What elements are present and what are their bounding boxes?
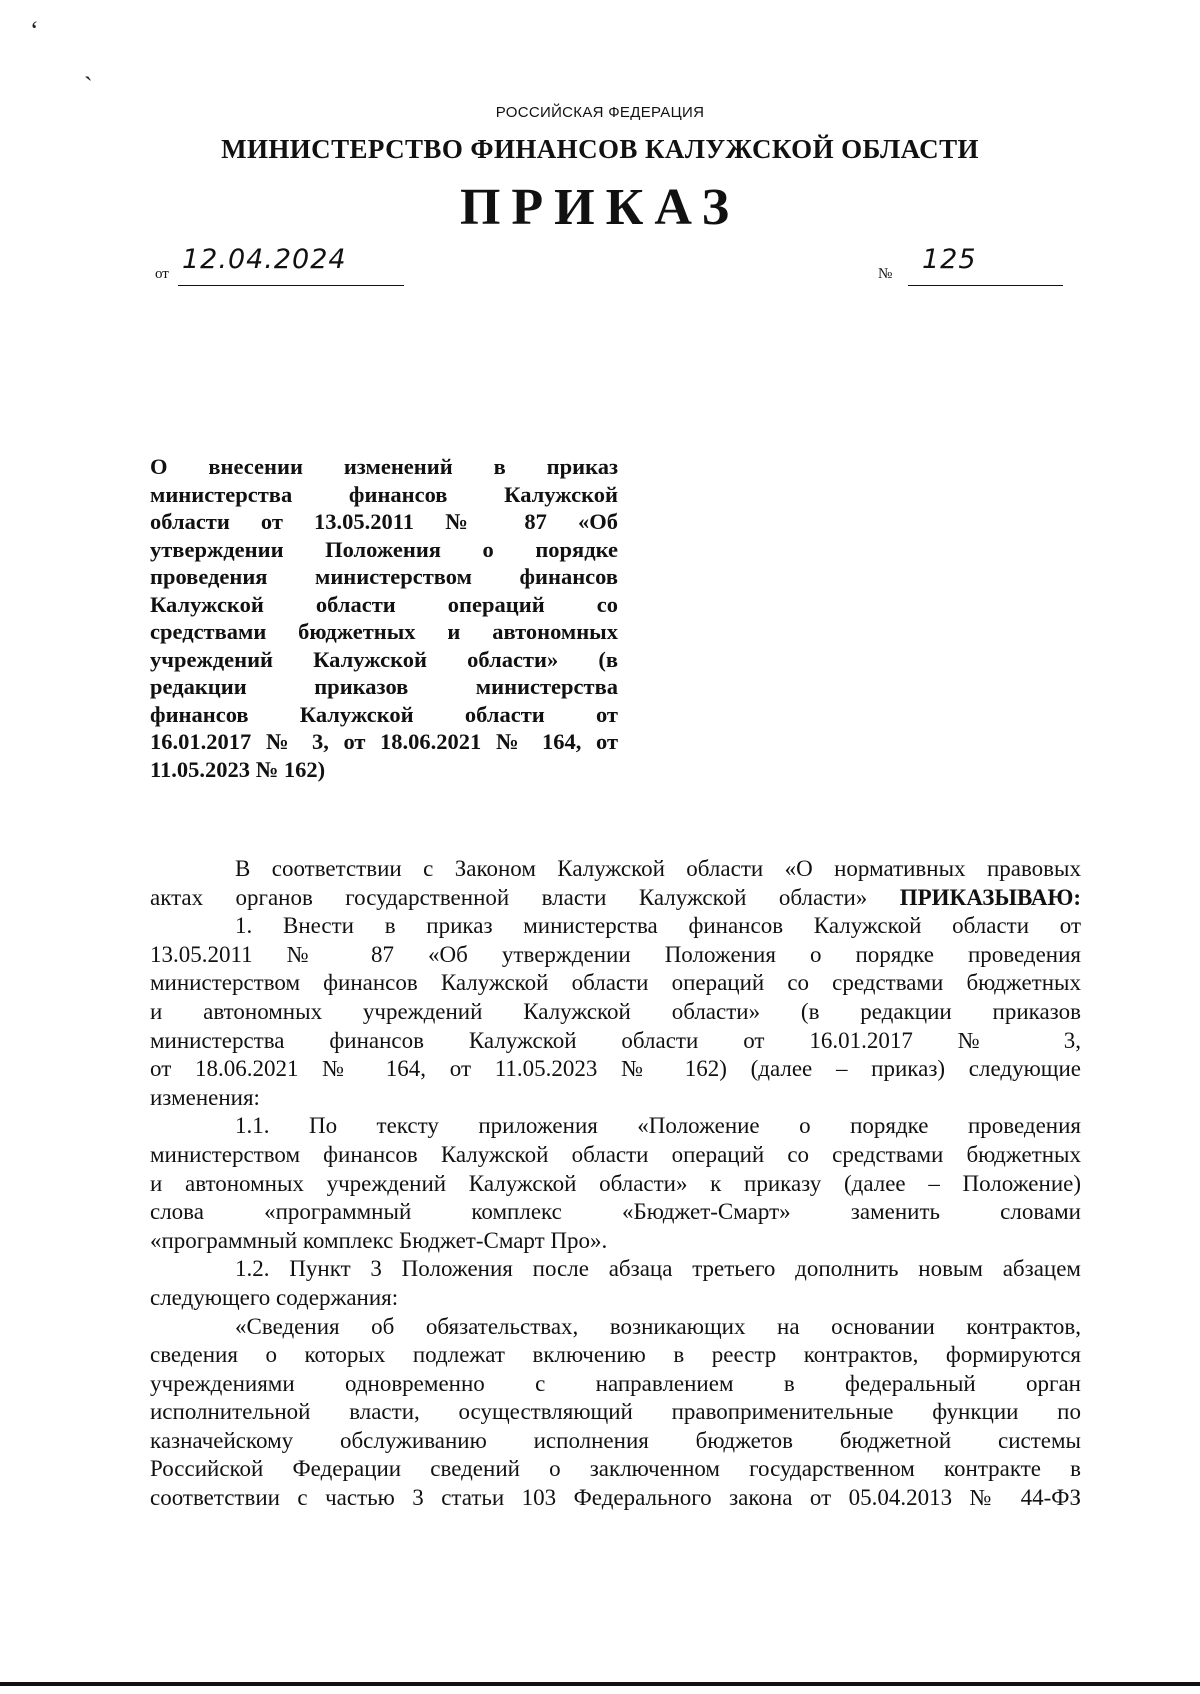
- order-subject: [150, 453, 618, 783]
- body-line: В соответствии с Законом Калужской области «О нормативных правовых: [235, 856, 1081, 881]
- body-line: и автономных учреждений Калужской области» к приказу (далее – Положение): [150, 1170, 1081, 1196]
- subject-line: проведения министерством финансов: [150, 564, 618, 589]
- document-type-title: ПРИКАЗ: [459, 179, 741, 236]
- subject-line: учреждений Калужской области» (в: [150, 646, 618, 672]
- body-line: Российской Федерации сведений о заключенном государственном контракте в: [150, 1456, 1081, 1482]
- body-text: актах органов государственной власти Калужской области»: [150, 884, 868, 910]
- scan-mark: ʻ: [30, 16, 39, 45]
- body-line: «Сведения об обязательствах, возникающих на основании контрактов,: [235, 1313, 1081, 1339]
- body-line: министерством финансов Калужской области операций со средствами бюджетных: [150, 1141, 1081, 1167]
- body-line: министерством финансов Калужской области операций со средствами бюджетных: [150, 970, 1081, 996]
- country-name: РОССИЙСКАЯ ФЕДЕРАЦИЯ: [495, 104, 705, 121]
- body-line: исполнительной власти, осуществляющий правоприменительные функции по: [150, 1399, 1081, 1425]
- body-line: сведения о которых подлежат включению в реестр контрактов, формируются: [150, 1342, 1081, 1368]
- date-underline: [178, 285, 404, 286]
- body-line: 1. Внести в приказ министерства финансов Калужской области от: [235, 913, 1081, 939]
- subject-line: финансов Калужской области от: [150, 701, 618, 727]
- number-underline: [908, 285, 1063, 286]
- subject-line: О внесении изменений в приказ: [150, 454, 618, 479]
- subject-line: редакции приказов министерства: [150, 674, 618, 699]
- body-line: 13.05.2011 № 87 «Об утверждении Положения о порядке проведения: [150, 941, 1081, 967]
- subject-line: 16.01.2017 № 3, от 18.06.2021 № 164, от: [150, 729, 618, 754]
- scan-mark: ˏ: [84, 52, 93, 81]
- subject-line: Калужской области операций со: [150, 591, 618, 617]
- order-number: 125: [922, 244, 977, 275]
- body-line: от 18.06.2021 № 164, от 11.05.2023 № 162) (далее – приказ) следующие: [150, 1056, 1081, 1082]
- order-date: 12.04.2024: [182, 244, 347, 275]
- body-line: «программный комплекс Бюджет-Смарт Про».: [150, 1227, 608, 1253]
- body-line: [150, 884, 1081, 913]
- order-directive: ПРИКАЗЫВАЮ:: [899, 884, 1082, 910]
- body-line: слова «программный комплекс «Бюджет-Смарт» заменить словами: [150, 1199, 1081, 1225]
- date-label: от: [155, 266, 169, 282]
- body-line: изменения:: [150, 1084, 260, 1110]
- ministry-name: МИНИСТЕРСТВО ФИНАНСОВ КАЛУЖСКОЙ ОБЛАСТИ: [221, 134, 979, 164]
- body-line: следующего содержания:: [150, 1284, 399, 1310]
- body-line: и автономных учреждений Калужской области» (в редакции приказов: [150, 998, 1081, 1024]
- order-body: [150, 855, 1081, 1513]
- body-line: соответствии с частью 3 статьи 103 Федерального закона от 05.04.2013 № 44-ФЗ: [150, 1485, 1081, 1511]
- number-label: №: [878, 266, 893, 282]
- body-line: 1.2. Пункт 3 Положения после абзаца третьего дополнить новым абзацем: [235, 1256, 1081, 1282]
- body-line: министерства финансов Калужской области от 16.01.2017 № 3,: [150, 1027, 1081, 1053]
- subject-line: министерства финансов Калужской: [150, 481, 618, 507]
- body-line: 1.1. По тексту приложения «Положение о порядке проведения: [235, 1113, 1081, 1139]
- subject-line: средствами бюджетных и автономных: [150, 619, 618, 644]
- body-line: казначейскому обслуживанию исполнения бюджетов бюджетной системы: [150, 1427, 1081, 1453]
- body-line: учреждениями одновременно с направлением в федеральный орган: [150, 1370, 1081, 1396]
- subject-line: области от 13.05.2011 № 87 «Об: [150, 509, 618, 534]
- page-bottom-rule: [0, 1682, 1200, 1686]
- subject-line: 11.05.2023 № 162): [150, 756, 326, 782]
- subject-line: утверждении Положения о порядке: [150, 536, 618, 562]
